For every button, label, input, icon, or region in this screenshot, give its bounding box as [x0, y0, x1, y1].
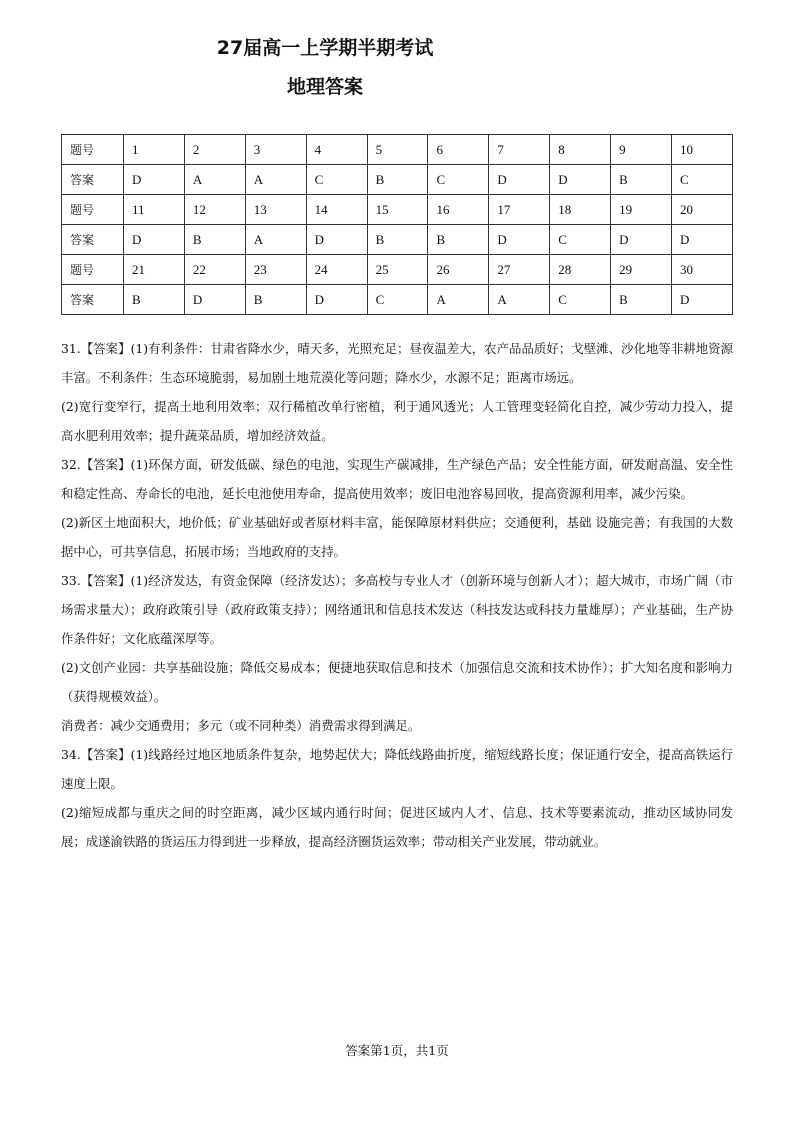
- table-cell: 17: [489, 195, 550, 225]
- page-footer: 答案第1页，共1页: [345, 1043, 449, 1058]
- table-cell: B: [184, 225, 245, 255]
- table-cell: B: [245, 285, 306, 315]
- table-cell: 8: [550, 135, 611, 165]
- row-label: 题号: [62, 255, 124, 285]
- table-cell: C: [550, 225, 611, 255]
- table-cell: D: [672, 225, 733, 255]
- table-cell: 20: [672, 195, 733, 225]
- paragraph-q31-2: (2)宽行变窄行，提高土地利用效率；双行稀植改单行密植，利于通风透光；人工管理变轻简化自控，减少劳动力投入，提高水肥利用效率；提升蔬菜品质，增加经济效益。: [61, 399, 733, 443]
- table-cell: B: [367, 165, 428, 195]
- table-cell: B: [611, 285, 672, 315]
- table-cell: A: [245, 225, 306, 255]
- paragraph-q31-1: 31.【答案】(1)有利条件：甘肃省降水少，晴天多，光照充足；昼夜温差大，农产品品质好；戈壁滩、沙化地等非耕地资源丰富。不利条件：生态环境脆弱，易加剧土地荒漠化等问题；降水少，水源不足；距离市场远。: [61, 341, 733, 385]
- page-subtitle: 地理答案: [286, 76, 363, 98]
- table-cell: 29: [611, 255, 672, 285]
- table-cell: 21: [124, 255, 185, 285]
- table-cell: 4: [306, 135, 367, 165]
- table-cell: C: [550, 285, 611, 315]
- table-cell: 16: [428, 195, 489, 225]
- table-cell: 23: [245, 255, 306, 285]
- table-cell: D: [672, 285, 733, 315]
- table-cell: C: [672, 165, 733, 195]
- table-cell: 13: [245, 195, 306, 225]
- table-cell: 27: [489, 255, 550, 285]
- table-cell: D: [550, 165, 611, 195]
- paragraph-q33-1: 33.【答案】(1)经济发达，有资金保障（经济发达）；多高校与专业人才（创新环境与创新人才）；超大城市，市场广阔（市场需求量大）；政府政策引导（政府政策支持）；网络通讯和信息技术发达（科技发达或科技力量雄厚）；产业基础，生产协作条件好；文化底蕴深厚等。: [61, 573, 733, 646]
- table-cell: 15: [367, 195, 428, 225]
- row-label: 答案: [62, 165, 124, 195]
- table-cell: A: [489, 285, 550, 315]
- table-cell: 7: [489, 135, 550, 165]
- table-cell: 1: [124, 135, 185, 165]
- table-cell: 14: [306, 195, 367, 225]
- table-cell: 26: [428, 255, 489, 285]
- table-cell: C: [306, 165, 367, 195]
- table-row: [62, 135, 733, 165]
- table-cell: 6: [428, 135, 489, 165]
- paragraph-q33-3: 消费者：减少交通费用；多元（或不同种类）消费需求得到满足。: [61, 718, 421, 733]
- table-cell: A: [184, 165, 245, 195]
- table-cell: A: [245, 165, 306, 195]
- paragraph-q34-2: (2)缩短成都与重庆之间的时空距离，减少区域内通行时间；促进区域内人才、信息、技术等要素流动，推动区域协同发展；成遂渝铁路的货运压力得到进一步释放，提高经济圈货运效率；带动相关产业发展，带动就业。: [61, 805, 733, 849]
- table-cell: 24: [306, 255, 367, 285]
- table-cell: 9: [611, 135, 672, 165]
- table-cell: D: [611, 225, 672, 255]
- paragraph-q34-1: 34.【答案】(1)线路经过地区地质条件复杂，地势起伏大；降低线路曲折度，缩短线路长度；保证通行安全，提高高铁运行速度上限。: [61, 747, 733, 791]
- table-cell: D: [306, 225, 367, 255]
- table-cell: D: [124, 225, 185, 255]
- table-row: [62, 225, 733, 255]
- table-cell: D: [489, 165, 550, 195]
- table-row: [62, 165, 733, 195]
- paragraph-q32-1: 32.【答案】(1)环保方面，研发低碳、绿色的电池，实现生产碳减排，生产绿色产品；安全性能方面，研发耐高温、安全性和稳定性高、寿命长的电池，延长电池使用寿命，提高使用效率；废旧电池容易回收，提高资源利用率，减少污染。: [61, 457, 733, 501]
- table-cell: 30: [672, 255, 733, 285]
- table-cell: D: [489, 225, 550, 255]
- table-cell: C: [367, 285, 428, 315]
- table-cell: 2: [184, 135, 245, 165]
- table-cell: 5: [367, 135, 428, 165]
- table-row: [62, 195, 733, 225]
- table-cell: D: [306, 285, 367, 315]
- table-cell: 25: [367, 255, 428, 285]
- row-label: 答案: [62, 225, 124, 255]
- row-label: 题号: [62, 195, 124, 225]
- table-cell: 3: [245, 135, 306, 165]
- paragraph-q33-2: (2)文创产业园：共享基础设施；降低交易成本；便捷地获取信息和技术（加强信息交流和技术协作）；扩大知名度和影响力（获得规模效益）。: [61, 660, 733, 704]
- answer-text: [61, 334, 733, 856]
- table-row: [62, 255, 733, 285]
- table-cell: B: [124, 285, 185, 315]
- table-cell: A: [428, 285, 489, 315]
- table-cell: 10: [672, 135, 733, 165]
- row-label: 答案: [62, 285, 124, 315]
- table-cell: D: [124, 165, 185, 195]
- row-label: 题号: [62, 135, 124, 165]
- table-cell: D: [184, 285, 245, 315]
- table-row: [62, 285, 733, 315]
- page-title: 27届高一上学期半期考试: [216, 37, 434, 59]
- table-cell: 11: [124, 195, 185, 225]
- table-cell: B: [428, 225, 489, 255]
- paragraph-q32-2: (2)新区土地面积大，地价低；矿业基础好或者原材料丰富，能保障原材料供应；交通便利，基础 设施完善；有我国的大数据中心，可共享信息，拓展市场；当地政府的支持。: [61, 515, 733, 559]
- table-cell: 18: [550, 195, 611, 225]
- table-cell: 28: [550, 255, 611, 285]
- table-cell: 19: [611, 195, 672, 225]
- table-cell: 12: [184, 195, 245, 225]
- table-cell: B: [611, 165, 672, 195]
- table-cell: 22: [184, 255, 245, 285]
- table-cell: C: [428, 165, 489, 195]
- table-cell: B: [367, 225, 428, 255]
- answer-table: [61, 134, 733, 315]
